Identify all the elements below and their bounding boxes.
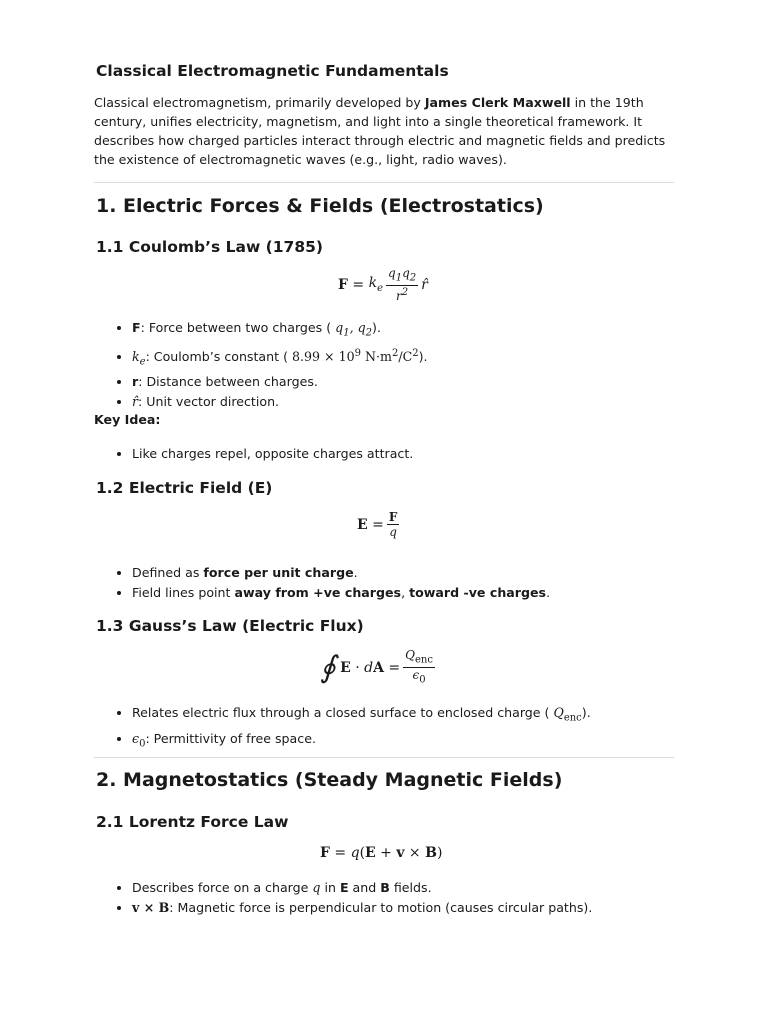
coulomb-list [114,318,428,412]
lorentz-list [114,878,592,918]
list-item: • $k_e$: Coulomb’s constant ( $8.99 \times 10^9$ $N\cdot m^2/C^2$). [132,344,428,373]
lorentz-equation: F = q ( E + v × B ) [320,845,443,861]
section-heading-magnetostatics: 2. Magnetostatics (Steady Magnetic Fields) [96,769,563,791]
subheading-lorentz: 2.1 Lorentz Force Law [96,813,289,831]
electric-field-equation: E = $\frac{F}{q}$ [357,510,398,539]
key-idea-list [114,444,413,464]
page-title: Classical Electromagnetic Fundamentals [96,62,449,80]
divider [94,757,674,758]
list-item: • r̂: Unit vector direction. [132,392,428,412]
list-item: • Field lines point away from +ve charges, toward -ve charges. [132,583,550,603]
key-idea-label: Key Idea: [94,412,161,427]
list-item: • Describes force on a charge q in E and B fields. [132,878,592,898]
gauss-list [114,703,591,754]
coulomb-equation: F = $k_e$ $\frac{q_1q_2}{r^2}$ r̂ [338,266,428,304]
intro-paragraph: Classical electromagnetism, primarily developed by James Clerk Maxwell in the 19th century, unifies electricity, magnetism, and light into a single theoretical framework. It describes how charged particles interact through electric and magnetic fields and predicts the existence of electromagnetic waves (e.g., light, radio waves). [94,95,666,167]
list-item: • F: Force between two charges ( $q_1$, $q_2$). [132,318,428,344]
gauss-equation: ∮ E · d A = $\frac{Q_{enc}}{\epsilon_0}$ [320,648,433,686]
list-item: • v × B: Magnetic force is perpendicular to motion (causes circular paths). [132,898,592,918]
subheading-gauss: 1.3 Gauss’s Law (Electric Flux) [96,617,364,635]
subheading-electric-field: 1.2 Electric Field (E) [96,479,273,497]
list-item: • Relates electric flux through a closed surface to enclosed charge ( $Q_{enc}$). [132,703,591,729]
list-item: • Like charges repel, opposite charges attract. [132,444,413,464]
subheading-coulomb: 1.1 Coulomb’s Law (1785) [96,238,323,256]
divider [94,182,674,183]
list-item: • Defined as force per unit charge. [132,563,550,583]
list-item: • r: Distance between charges. [132,372,428,392]
maxwell-name: James Clerk Maxwell [424,95,571,110]
electric-field-list [114,563,550,603]
list-item: • $\epsilon_0$: Permittivity of free space. [132,729,591,755]
section-heading-electrostatics: 1. Electric Forces & Fields (Electrostatics) [96,195,544,217]
